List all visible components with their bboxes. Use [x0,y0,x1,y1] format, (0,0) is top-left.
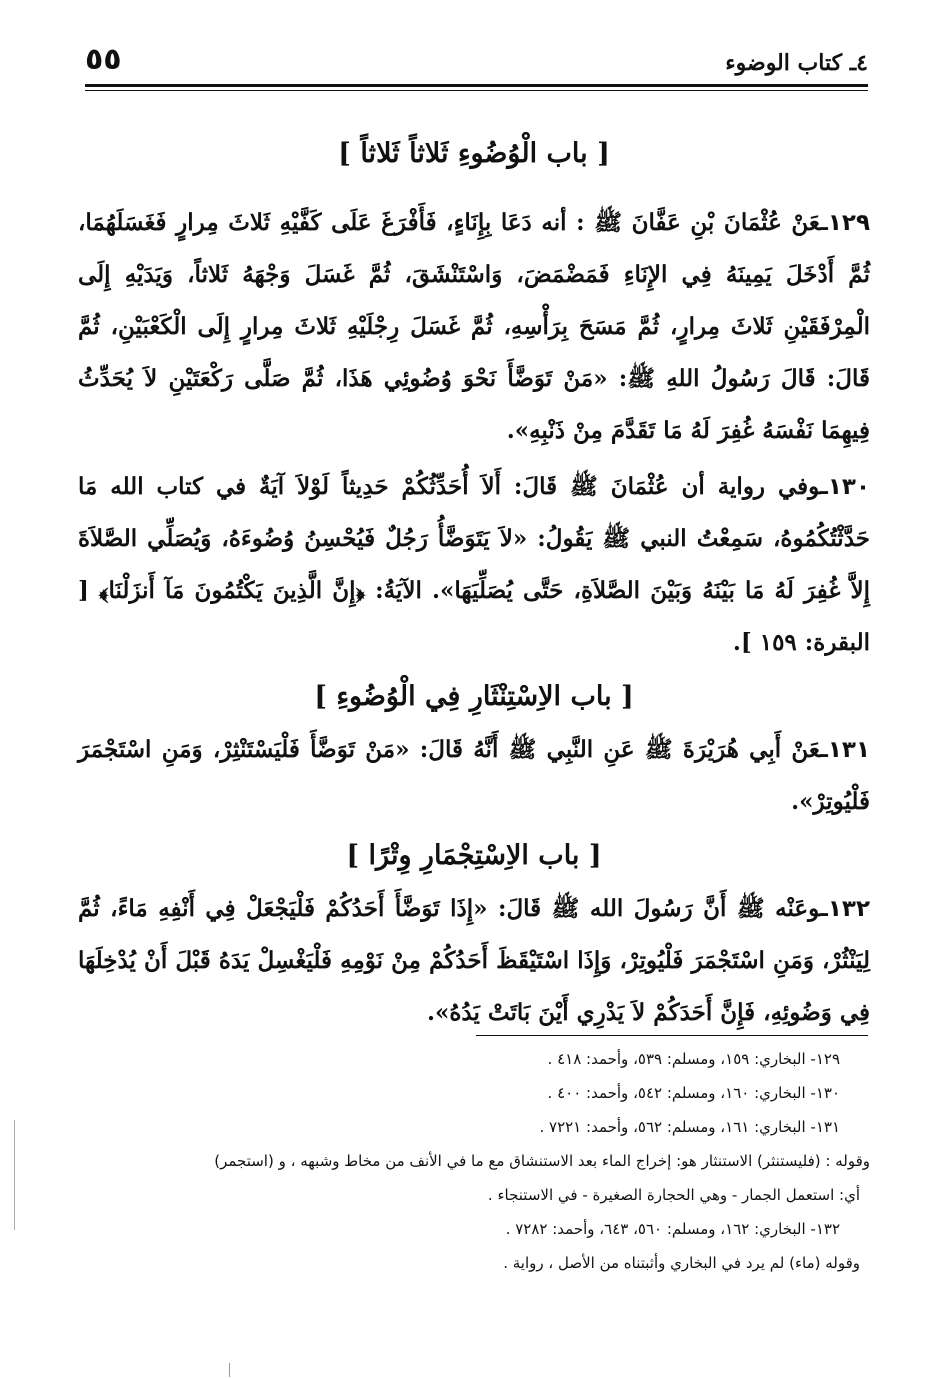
footnote-131-note: وقوله : (فليستنثر) الاستنثار هو: إخراج الماء بعد الاستنشاق مع ما في الأنف من مخاط وشبهه ، و (استجمر) [214,1152,870,1170]
footnote-132-note: وقوله (ماء) لم يرد في البخاري وأثبتناه من الأصل ، رواية . [503,1254,860,1272]
hadith-131 [78,724,870,828]
footnote-131: ١٣١- البخاري: ١٦١، ومسلم: ٥٦٢، وأحمد: ٧٢٢١ . [539,1118,840,1136]
scan-margin-line [14,1120,15,1230]
main-text [78,130,870,1039]
hadith-132 [78,883,870,1039]
hadith-129 [78,197,870,457]
footnote-130: ١٣٠- البخاري: ١٦٠، ومسلم: ٥٤٢، وأحمد: ٤٠٠ . [547,1084,840,1102]
hadith-number: ١٢٩ـ [820,210,870,236]
hadith-130 [78,461,870,669]
section-title: [ باب الاِسْتِنْثَارِ فِي الْوُضُوءِ ] [314,681,634,712]
hadith-text: عَنْ أَبِي هُرَيْرَةَ ﷺ عَنِ النَّبِي ﷺ أَنَّهُ قَالَ: «مَنْ تَوَضَّأَ فَلْيَسْتَنْثِرْ، وَمَنِ اسْتَجْمَرَ فَلْيُوتِرْ». [78,736,870,815]
footnote-rule [476,1035,868,1036]
hadith-text: وفي رواية أن عُثْمَانَ ﷺ قَالَ: أَلاَ أُحَدِّثُكُمْ حَدِيثاً لَوْلاَ آيَةٌ في كتاب الله مَا حَدَّثْتُكُمُوهُ، سَمِعْتُ النبي ﷺ يَقُولُ: «لاَ يَتَوَضَّأُ رَجُلٌ فَيُحْسِنُ وُضُوءَهُ، وَيُصَلِّي الصَّلاَةَ إِلاَّ غُفِرَ لَهُ مَا بَيْنَهُ وَبَيْنَ الصَّلاَةِ، حَتَّى يُصَلِّيَهَا». الآيَةُ: ﴿إِنَّ الَّذِينَ يَكْتُمُونَ مَآ أَنزَلْنَا﴾ [ البقرة: ١٥٩ ]. [78,473,870,656]
page-number: ٥٥ [85,42,122,77]
footnote-131-note-cont: أي: استعمل الجمار - وهي الحجارة الصغيرة - في الاستنجاء . [487,1186,860,1204]
hadith-text: وعَنْه ﷺ أَنَّ رَسُولَ الله ﷺ قَالَ: «إِذَا تَوَضَّأَ أَحَدُكُمْ فَلْيَجْعَلْ فِي أَنْفِهِ مَاءً، ثُمَّ لِيَنْثُرْ، وَمَنِ اسْتَجْمَرَ فَلْيُوتِرْ، وَإِذَا اسْتَيْقَظَ أَحَدُكُمْ مِنْ نَوْمِهِ فَلْيَغْسِلْ يَدَهُ قَبْلَ أَنْ يُدْخِلَهَا فِي وَضُوئِهِ، فَإِنَّ أَحَدَكُمْ لاَ يَدْرِي أَيْنَ بَاتَتْ يَدُهُ». [78,895,870,1026]
header-rule [85,84,868,87]
hadith-number: ١٣١ـ [820,737,870,763]
footnote-129: ١٢٩- البخاري: ١٥٩، ومسلم: ٥٣٩، وأحمد: ٤١٨ . [547,1050,840,1068]
section-title: [ باب الاِسْتِجْمَارِ وِتْرًا ] [346,840,602,871]
page-header [85,40,868,84]
footnote-132: ١٣٢- البخاري: ١٦٢، ومسلم: ٥٦٠، ٦٤٣، وأحمد: ٧٢٨٢ . [505,1220,840,1238]
hadith-number: ١٣٢ـ [820,896,871,922]
scan-bottom-mark [229,1363,230,1377]
hadith-text: عَنْ عُثْمَانَ بْنِ عَفَّانَ ﷺ : أنه دَعَا بِإِنَاءٍ، فَأَفْرَغَ عَلَى كَفَّيْهِ ثَلاثَ مِرارٍ فَغَسَلَهُمَا، ثُمَّ أَدْخَلَ يَمِينَهُ فِي الإِنَاءِ فَمَضْمَضَ، وَاسْتَنْشَقَ، ثُمَّ غَسَلَ وَجْهَهُ ثَلاثاً، وَيَدَيْهِ إِلَى الْمِرْفَقَيْنِ ثَلاثَ مِرارٍ، ثُمَّ مَسَحَ بِرَأْسِهِ، ثُمَّ غَسَلَ رِجْلَيْهِ ثَلاثَ مِرارٍ إِلَى الْكَعْبَيْنِ، ثُمَّ قَالَ: قَالَ رَسُولُ اللهِ ﷺ: «مَنْ تَوَضَّأَ نَحْوَ وُضُوئِي هَذَا، ثُمَّ صَلَّى رَكْعَتَيْنِ لاَ يُحَدِّثُ فِيهِمَا نَفْسَهُ غُفِرَ لَهُ مَا تَقَدَّمَ مِنْ ذَنْبِهِ». [78,209,870,444]
hadith-number: ١٣٠ـ [820,474,870,500]
chapter-title: ٤ـ كتاب الوضوء [725,50,868,76]
footnotes [78,1042,870,1280]
section-title: [ باب الْوُضُوءِ ثَلاثاً ثَلاثاً ] [338,138,610,169]
header-rule-thin [85,90,868,91]
